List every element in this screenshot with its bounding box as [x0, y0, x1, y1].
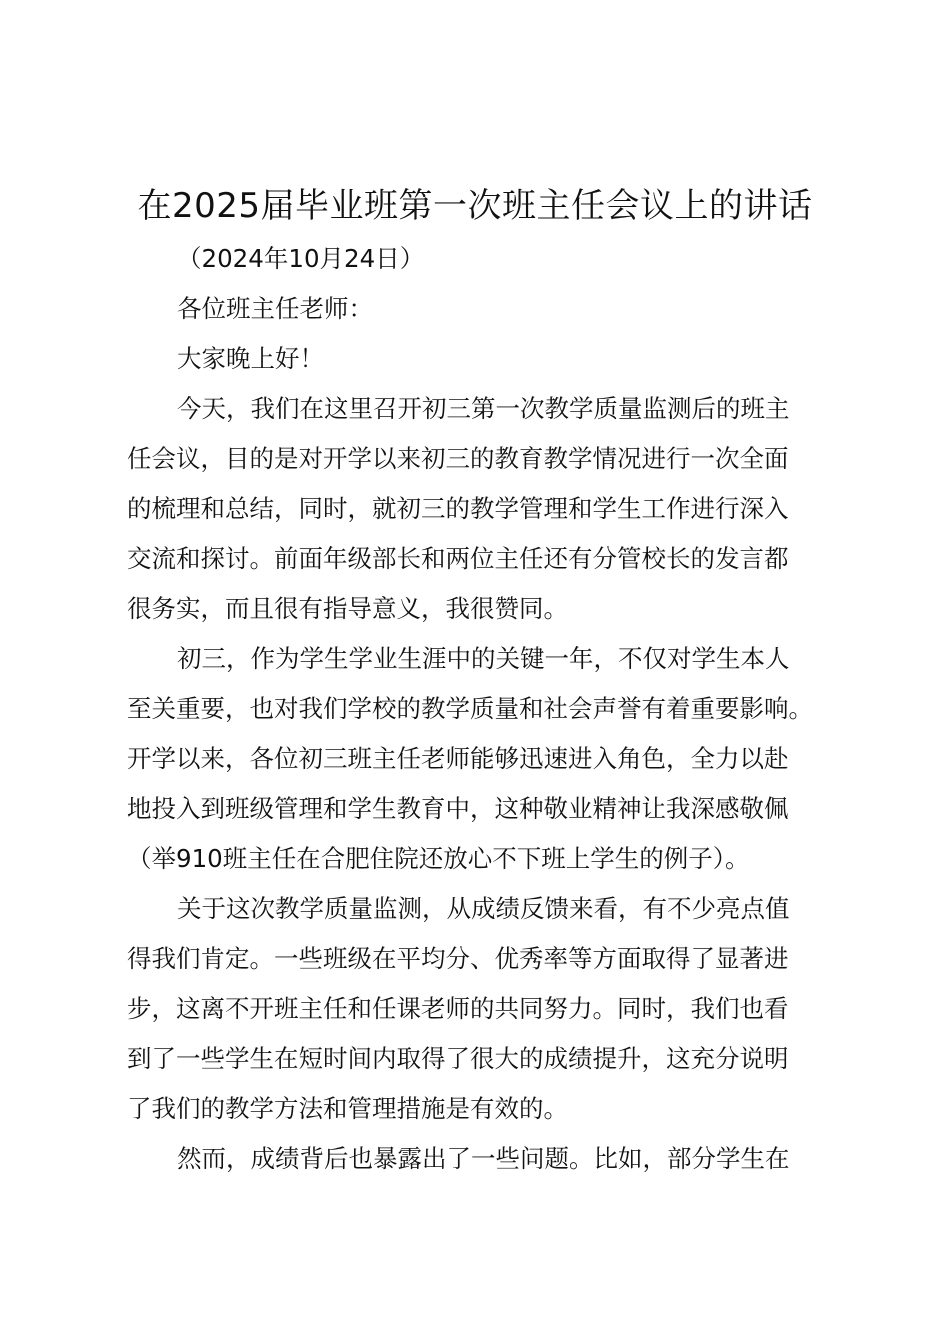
paragraph-line: （举910班主任在合肥住院还放心不下班上学生的例子）。: [127, 844, 750, 873]
paragraph-4: [127, 1134, 832, 1184]
document-body: [127, 234, 832, 1184]
paragraph-line: 关于这次教学质量监测，从成绩反馈来看，有不少亮点值: [177, 894, 790, 923]
paragraph-2: [127, 634, 832, 884]
paragraph-line: 的梳理和总结，同时，就初三的教学管理和学生工作进行深入: [127, 494, 789, 523]
paragraph-line: 很务实，而且很有指导意义，我很赞同。: [127, 594, 568, 623]
paragraph-line: 任会议，目的是对开学以来初三的教育教学情况进行一次全面: [127, 444, 789, 473]
paragraph-line: 了我们的教学方法和管理措施是有效的。: [127, 1094, 568, 1123]
paragraph-line: 得我们肯定。一些班级在平均分、优秀率等方面取得了显著进: [127, 944, 789, 973]
paragraph-line: 步，这离不开班主任和任课老师的共同努力。同时，我们也看: [127, 994, 789, 1023]
paragraph-line: 交流和探讨。前面年级部长和两位主任还有分管校长的发言都: [127, 544, 789, 573]
greeting: 大家晚上好！: [177, 344, 324, 373]
paragraph-3: [127, 884, 832, 1134]
paragraph-line: 今天，我们在这里召开初三第一次教学质量监测后的班主: [177, 394, 790, 423]
paragraph-line: 至关重要，也对我们学校的教学质量和社会声誉有着重要影响。: [127, 694, 813, 723]
salutation: 各位班主任老师：: [177, 294, 373, 323]
document-title: 在2025届毕业班第一次班主任会议上的讲话: [137, 186, 813, 226]
document-date: （2024年10月24日）: [177, 244, 425, 273]
paragraph-line: 初三，作为学生学业生涯中的关键一年，不仅对学生本人: [177, 644, 790, 673]
paragraph-line: 开学以来，各位初三班主任老师能够迅速进入角色，全力以赴: [127, 744, 789, 773]
paragraph-line: 到了一些学生在短时间内取得了很大的成绩提升，这充分说明: [127, 1044, 789, 1073]
paragraph-line: 然而，成绩背后也暴露出了一些问题。比如，部分学生在: [177, 1144, 790, 1173]
paragraph-1: [127, 384, 832, 634]
paragraph-line: 地投入到班级管理和学生教育中，这种敬业精神让我深感敬佩: [127, 794, 789, 823]
